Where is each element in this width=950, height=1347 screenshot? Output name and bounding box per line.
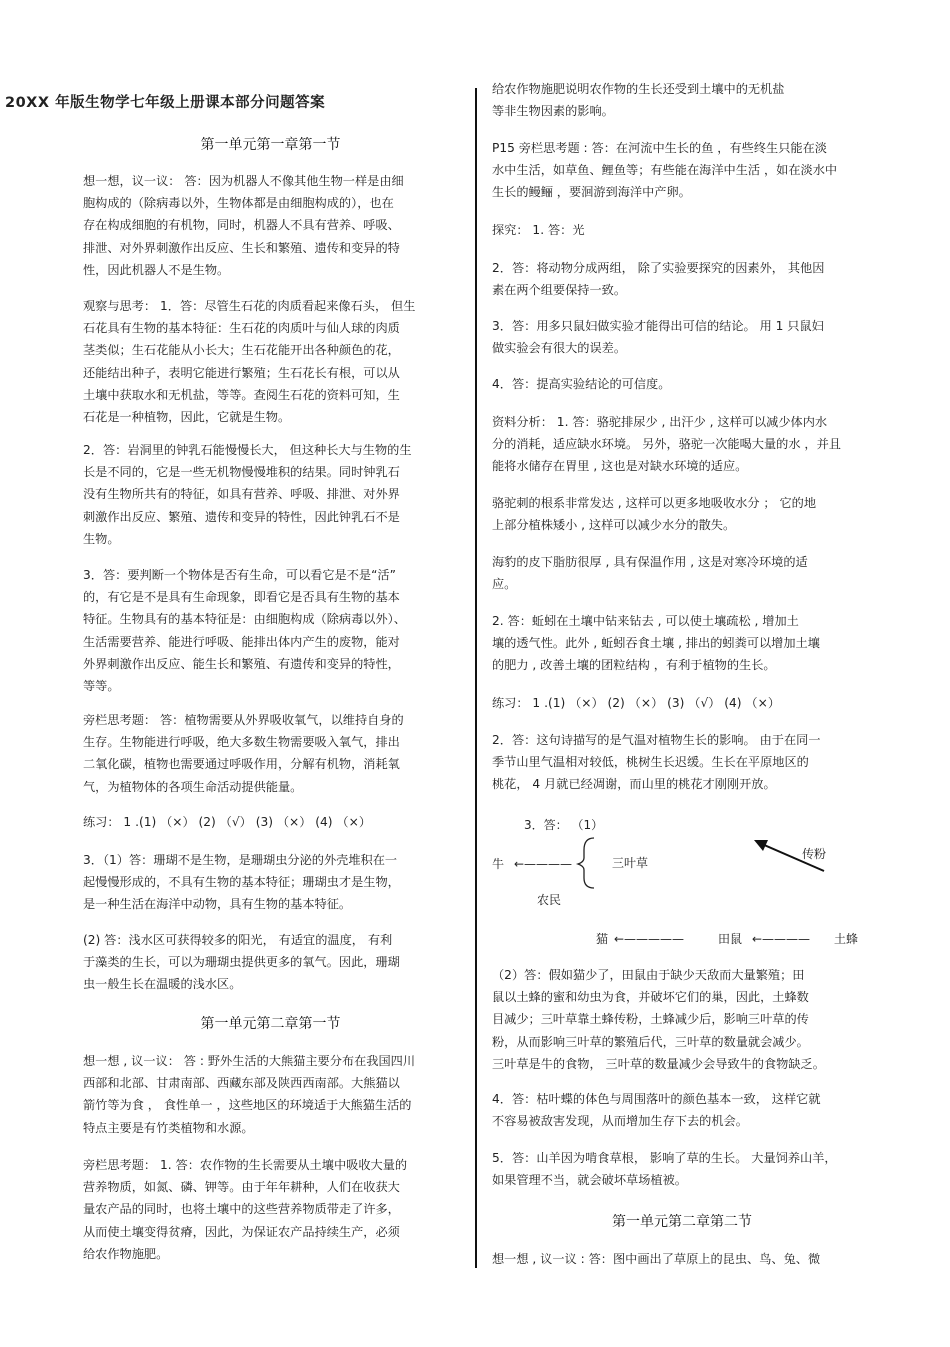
paragraph: [83, 564, 458, 697]
text-line: 生长的鳗鲡 ，要洄游到海洋中产卵。: [492, 185, 691, 200]
text-line: 2. 答：蚯蚓在土壤中钻来钻去 , 可以使土壤疏松 , 增加土: [492, 614, 799, 628]
text-line: 旁栏思考题： 答：植物需要从外界吸收氧气，以维持自身的: [83, 713, 404, 727]
text-line: 胞构成的（除病毒以外，生物体都是由细胞构成的），也在: [83, 196, 394, 211]
text-line: 上部分植株矮小 , 这样可以减少水分的散失。: [492, 518, 736, 533]
text-line: 练习： 1 .(1) （×） (2) （√） (3) （×） (4) （×）: [83, 815, 372, 829]
text-line: 的肥力 , 改善土壤的团粒结构 ，有利于植物的生长。: [492, 658, 776, 673]
text-line: 排泄、对外界刺激作出反应、生长和繁殖、遗传和变异的特: [83, 240, 400, 255]
text-line: 茎类似；生石花能从小长大；生石花能开出各种颜色的花，: [83, 343, 400, 358]
text-line: 三叶草是牛的食物， 三叶草的数量减少会导致牛的食物缺乏。: [492, 1056, 825, 1071]
field-mouse-label: 田鼠: [718, 932, 743, 946]
text-line: 给农作物施肥。: [83, 1246, 169, 1261]
text-line: 的，有它是不是具有生命现象，即看它是否具有生物的基本: [83, 590, 400, 605]
text-line: 能将水储存在胃里 , 这也是对缺水环境的适应。: [492, 459, 748, 474]
text-line: 等非生物因素的影响。: [492, 104, 614, 119]
text-line: 还能结出种子，表明它能进行繁殖；生石花长有根，可以从: [83, 365, 400, 380]
text-line: 鼠以土蜂的蜜和幼虫为食，并破坏它们的巢，因此，土蜂数: [492, 990, 809, 1005]
text-line: 2．答：这句诗描写的是气温对植物生长的影响。 由于在同一: [492, 733, 821, 747]
brace-shape: [578, 838, 594, 888]
text-line: 起慢慢形成的，不具有生物的基本特征；珊瑚虫才是生物，: [83, 875, 400, 890]
clover-label: 三叶草: [612, 856, 649, 870]
pollination-label: 传粉: [802, 847, 827, 861]
text-line: 气，为植物体的各项生命活动提供能量。: [83, 779, 303, 794]
text-line: 长是不同的，它是一些无机物慢慢堆积的结果。同时钟乳石: [83, 465, 400, 480]
section-heading-1-2-1: 第一单元第二章第一节: [200, 1016, 341, 1032]
text-line: 粉，从而影响三叶草的繁殖后代，三叶草的数量就会减少。: [492, 1034, 809, 1049]
text-line: 4．答：提高实验结论的可信度。: [492, 377, 671, 391]
text-line: 二氧化碳，植物也需要通过呼吸作用，分解有机物，消耗氧: [83, 757, 400, 772]
text-line: 3．（1）答：珊瑚不是生物，是珊瑚虫分泌的外壳堆积在一: [83, 853, 398, 867]
document-title: 20XX 年版生物学七年级上册课本部分问题答案: [5, 95, 326, 111]
text-line: 给农作物施肥说明农作物的生长还受到土壤中的无机盐: [492, 82, 785, 96]
text-line: 特征。生物具有的基本特征是：由细胞构成（除病毒以外）、: [83, 612, 406, 627]
text-line: 2．答：将动物分成两组， 除了实验要探究的因素外， 其他因: [492, 261, 825, 275]
text-line: 资料分析： 1. 答：骆驼排尿少 , 出汗少 , 这样可以减少体内水: [492, 415, 828, 429]
paragraph: [492, 964, 872, 1075]
text-line: 石花是一种植物，因此，它就是生物。: [83, 410, 291, 425]
paragraph: [83, 1050, 458, 1139]
text-line: 等等。: [83, 679, 120, 694]
text-line: 探究： 1. 答：光: [492, 223, 585, 237]
paragraph: [83, 929, 458, 996]
text-line: 想一想 , 议一议： 答 : 野外生活的大熊猫主要分布在我国四川: [83, 1054, 416, 1068]
text-line: 西部和北部、甘肃南部、西藏东部及陕西西南部。大熊猫以: [83, 1076, 400, 1091]
paragraph: [492, 1147, 872, 1191]
text-line: 4．答：枯叶蝶的体色与周围落叶的颜色基本一致， 这样它就: [492, 1092, 821, 1106]
text-line: （2）答：假如猫少了，田鼠由于缺少天敌而大量繁殖；田: [492, 968, 805, 982]
cow-arrow: ←————: [514, 857, 573, 871]
column-divider: [475, 88, 477, 1268]
text-line: 生活需要营养、能进行呼吸、能排出体内产生的废物，能对: [83, 634, 400, 649]
text-line: 生存。生物能进行呼吸，绝大多数生物需要吸入氧气，排出: [83, 735, 400, 750]
text-line: 素在两个组要保持一致。: [492, 283, 627, 298]
text-line: (2) 答：浅水区可获得较多的阳光， 有适宜的温度， 有利: [83, 933, 393, 947]
text-line: 存在构成细胞的有机物，同时，机器人不具有营养、呼吸、: [83, 218, 400, 233]
cat-label: 猫: [596, 932, 609, 946]
text-line: 3．答：要判断一个物体是否有生命，可以看它是不是“活”: [83, 568, 396, 582]
field-mouse-arrow: ←————: [752, 932, 811, 946]
text-line: 性，因此机器人不是生物。: [83, 262, 230, 277]
text-line: 于藻类的生长，可以为珊瑚虫提供更多的氧气。因此，珊瑚: [83, 955, 400, 970]
text-line: 海豹的皮下脂肪很厚 , 具有保温作用 , 这是对寒冷环境的适: [492, 555, 808, 569]
text-line: 想一想，议一议： 答：因为机器人不像其他生物一样是由细: [83, 174, 404, 188]
text-line: 不容易被敌害发现，从而增加生存下去的机会。: [492, 1114, 748, 1129]
paragraph: [83, 439, 458, 550]
text-line: 石花具有生物的基本特征：生石花的肉质叶与仙人球的肉质: [83, 321, 400, 336]
text-line: 量农产品的同时，也将土壤中的这些营养物质带走了许多，: [83, 1202, 400, 1217]
diagram-question-label: 3．答： （1）: [524, 818, 604, 832]
text-line: 桃花， 4 月就已经凋谢，而山里的桃花才刚刚开放。: [492, 777, 776, 792]
cat-arrow: ←—————: [614, 932, 685, 946]
text-line: P15 旁栏思考题 : 答：在河流中生长的鱼 ，有些终生只能在淡: [492, 141, 827, 155]
text-line: 季节山里气温相对较低，桃树生长迟缓。生长在平原地区的: [492, 755, 809, 770]
text-line: 没有生物所共有的特征，如具有营养、呼吸、排泄、对外界: [83, 487, 400, 502]
section-heading-1-1-1: 第一单元第一章第一节: [200, 137, 341, 153]
text-line: 做实验会有很大的误差。: [492, 341, 627, 356]
paragraph: [83, 170, 458, 281]
food-web-diagram: [492, 0, 872, 1347]
text-line: 骆驼刺的根系非常发达 , 这样可以更多地吸收水分 ； 它的地: [492, 496, 817, 510]
farmer-label: 农民: [537, 893, 562, 907]
paragraph: [83, 295, 458, 428]
text-line: 刺激作出反应、繁殖、遗传和变异的特性，因此钟乳石不是: [83, 509, 400, 524]
text-line: 特点主要是有竹类植物和水源。: [83, 1120, 254, 1135]
text-line: 2．答：岩洞里的钟乳石能慢慢长大， 但这种长大与生物的生: [83, 443, 412, 457]
text-line: 壤的透气性。此外 , 蚯蚓吞食土壤 , 排出的蚓粪可以增加土壤: [492, 636, 820, 651]
text-line: 3．答：用多只鼠妇做实验才能得出可信的结论。 用 1 只鼠妇: [492, 319, 824, 333]
text-line: 观察与思考： 1．答：尽管生石花的肉质看起来像石头， 但生: [83, 299, 416, 313]
text-line: 想一想 , 议一议 : 答：图中画出了草原上的昆虫、鸟、兔、微: [492, 1252, 821, 1266]
paragraph: [83, 1154, 458, 1265]
text-line: 营养物质，如氮、磷、钾等。由于年年耕种，人们在收获大: [83, 1180, 400, 1195]
text-line: 目减少；三叶草靠土蜂传粉，土蜂减少后，影响三叶草的传: [492, 1012, 809, 1027]
text-line: 5．答：山羊因为啃食草根， 影响了草的生长。 大量饲养山羊，: [492, 1151, 837, 1165]
text-line: 水中生活，如草鱼、鲤鱼等；有些能在海洋中生活 ，如在淡水中: [492, 163, 838, 178]
paragraph: [83, 849, 458, 916]
cow-label: 牛: [492, 857, 505, 871]
bumblebee-label: 土蜂: [834, 932, 859, 946]
text-line: 是一种生活在海洋中动物，具有生物的基本特征。: [83, 897, 352, 912]
text-line: 从而使土壤变得贫瘠，因此，为保证农产品持续生产，必须: [83, 1224, 400, 1239]
text-line: 练习： 1 .(1) （×） (2) （×） (3) （√） (4) （×）: [492, 696, 781, 710]
text-line: 生物。: [83, 531, 120, 546]
text-line: 外界刺激作出反应、能生长和繁殖、有遗传和变异的特性，: [83, 656, 400, 671]
exercise-answers: [83, 811, 458, 833]
text-line: 分的消耗，适应缺水环境。 另外，骆驼一次能喝大量的水 ，并且: [492, 437, 841, 452]
text-line: 土壤中获取水和无机盐，等等。查阅生石花的资料可知，生: [83, 387, 400, 402]
paragraph: [83, 709, 458, 798]
text-line: 箭竹等为食 ， 食性单一 ，这些地区的环境适于大熊猫生活的: [83, 1098, 412, 1113]
text-line: 如果管理不当，就会破坏草场植被。: [492, 1173, 687, 1188]
text-line: 应。: [492, 577, 517, 592]
paragraph: [492, 1248, 872, 1270]
text-line: 旁栏思考题： 1. 答：农作物的生长需要从土壤中吸收大量的: [83, 1158, 408, 1172]
section-heading-1-2-2: 第一单元第二章第二节: [612, 1214, 752, 1230]
paragraph: [492, 1088, 872, 1132]
text-line: 虫一般生长在温暖的浅水区。: [83, 977, 242, 992]
